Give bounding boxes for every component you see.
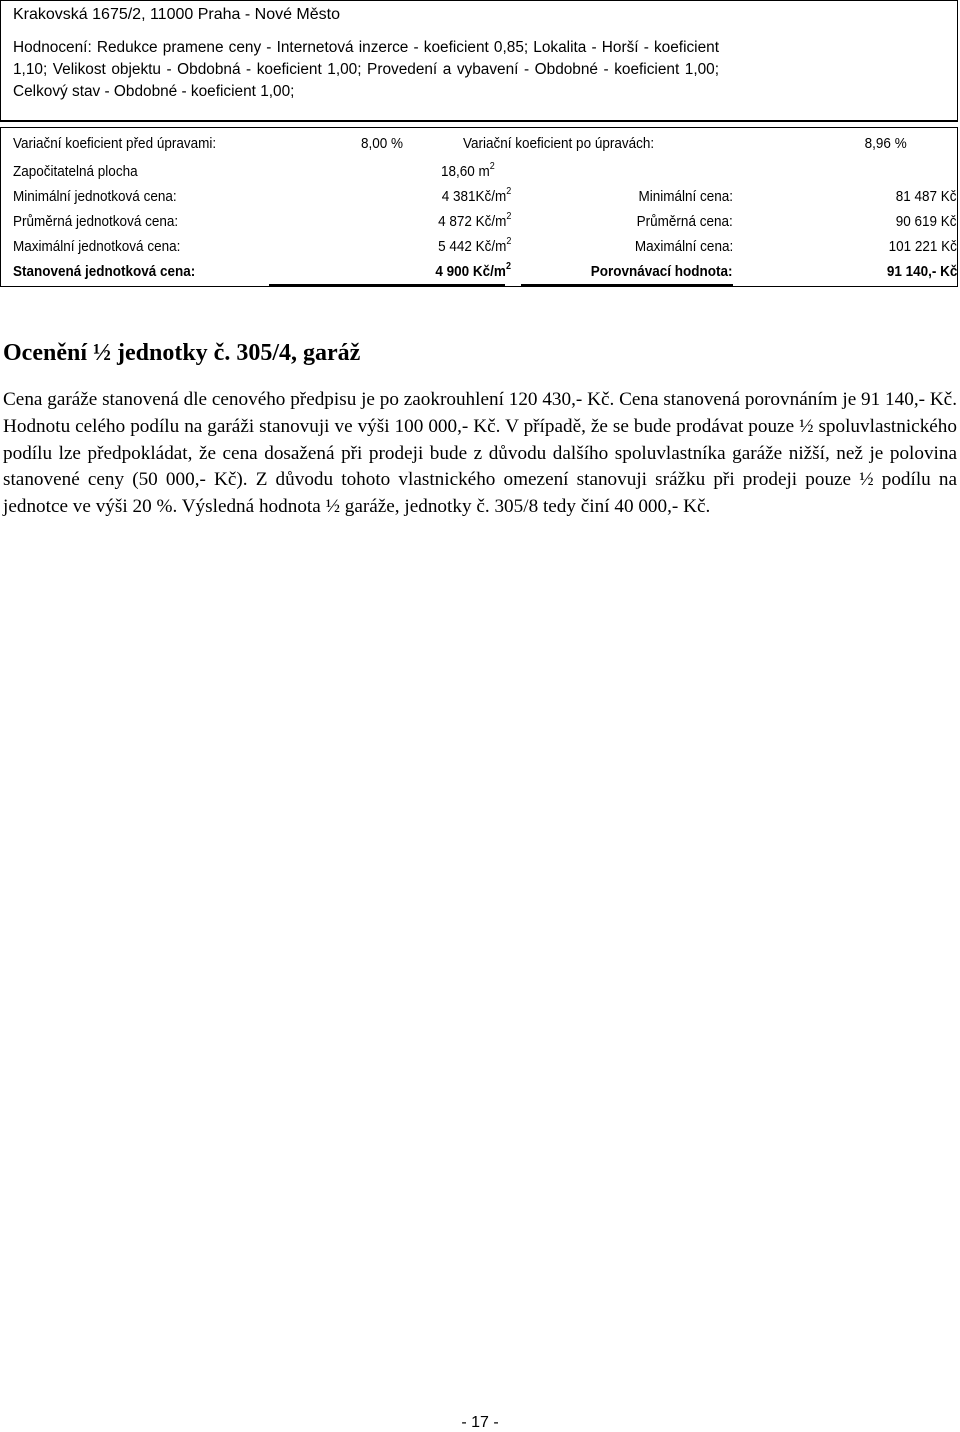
var-before-label: Variační koeficient před úpravami: [13,135,217,152]
header-box [0,0,958,122]
var-after-value: 8,96 % [864,135,907,152]
area-label: Započitatelná plocha [13,163,138,180]
set-unit-label: Stanovená jednotková cena: [13,263,196,280]
section-paragraph: Cena garáže stanovená dle cenového předpisu je po zaokrouhlení 120 430,- Kč. Cena stanovená porovnáním je 91 140,- Kč. Hodnotu celého podílu na garáži stanovuji ve výši 100 000,- Kč. V případě, že se bude prodávat pouze ½ spoluvlastnického podílu lze předpokládat, že cena dosažená při prodeji bude z důvodu dalšího spoluvlastníka garáže nižší, než je polovina stanovené ceny (50 000,- Kč). Z důvodu tohoto vlastnického omezení stanovuji srážku při prodeji pouze ½ podílu na jednotce ve výši 20 %. Výsledná hodnota ½ garáže, jednotky č. 305/8 tedy činí 40 000,- Kč. [3,389,957,518]
set-unit-value: 4 900 $Kč/m^2$ [435,261,511,280]
maximum-row [1,235,959,259]
page-number: - 17 - [461,1414,499,1431]
cmp-label: Porovnávací hodnota: [591,263,733,280]
area-row [1,160,959,184]
var-before-value: 8,00 % [361,135,404,152]
comparison-underline [521,284,733,286]
avg-label: Průměrná cena: [636,213,733,230]
min-unit-label: Minimální jednotková cena: [13,188,177,205]
max-unit-label: Maximální jednotková cena: [13,238,181,255]
rating-description: Hodnocení: Redukce pramene ceny - Internetová inzerce - koeficient 0,85; Lokalita - Horší - koeficient 1,10; Velikost objektu - Obdobná - koeficient 1,00; Provedení a vybavení - Obdobné - koeficient 1,00; Celkový stav - Obdobné - koeficient 1,00; [13,39,719,100]
average-row [1,210,959,234]
area-value: 18,60 $m^2$ [441,161,495,180]
property-address: Krakovská 1675/2, 11000 Praha - Nové Město [13,6,340,23]
var-after-label: Variační koeficient po úpravách: [463,135,655,152]
min-unit-value: 4 $381Kč/m^2$ [441,186,511,205]
section-heading: Ocenění ½ jednotky č. 305/4, garáž [3,340,361,366]
variation-coefficient-row [1,132,959,156]
valuation-summary-table [0,127,958,287]
minimum-row [1,185,959,209]
avg-unit-label: Průměrná jednotková cena: [13,213,179,230]
max-label: Maximální cena: [634,238,733,255]
min-label: Minimální cena: [638,188,733,205]
max-unit-value: 5 442 $Kč/m^2$ [437,236,511,255]
max-value: 101 221 Kč [888,238,957,255]
set-price-row [1,260,959,284]
avg-value: 90 619 Kč [896,213,957,230]
cmp-value: 91 140,- Kč [886,263,957,280]
min-value: 81 487 Kč [896,188,957,205]
unit-price-underline [269,284,505,286]
avg-unit-value: 4 872 $Kč/m^2$ [437,211,511,230]
